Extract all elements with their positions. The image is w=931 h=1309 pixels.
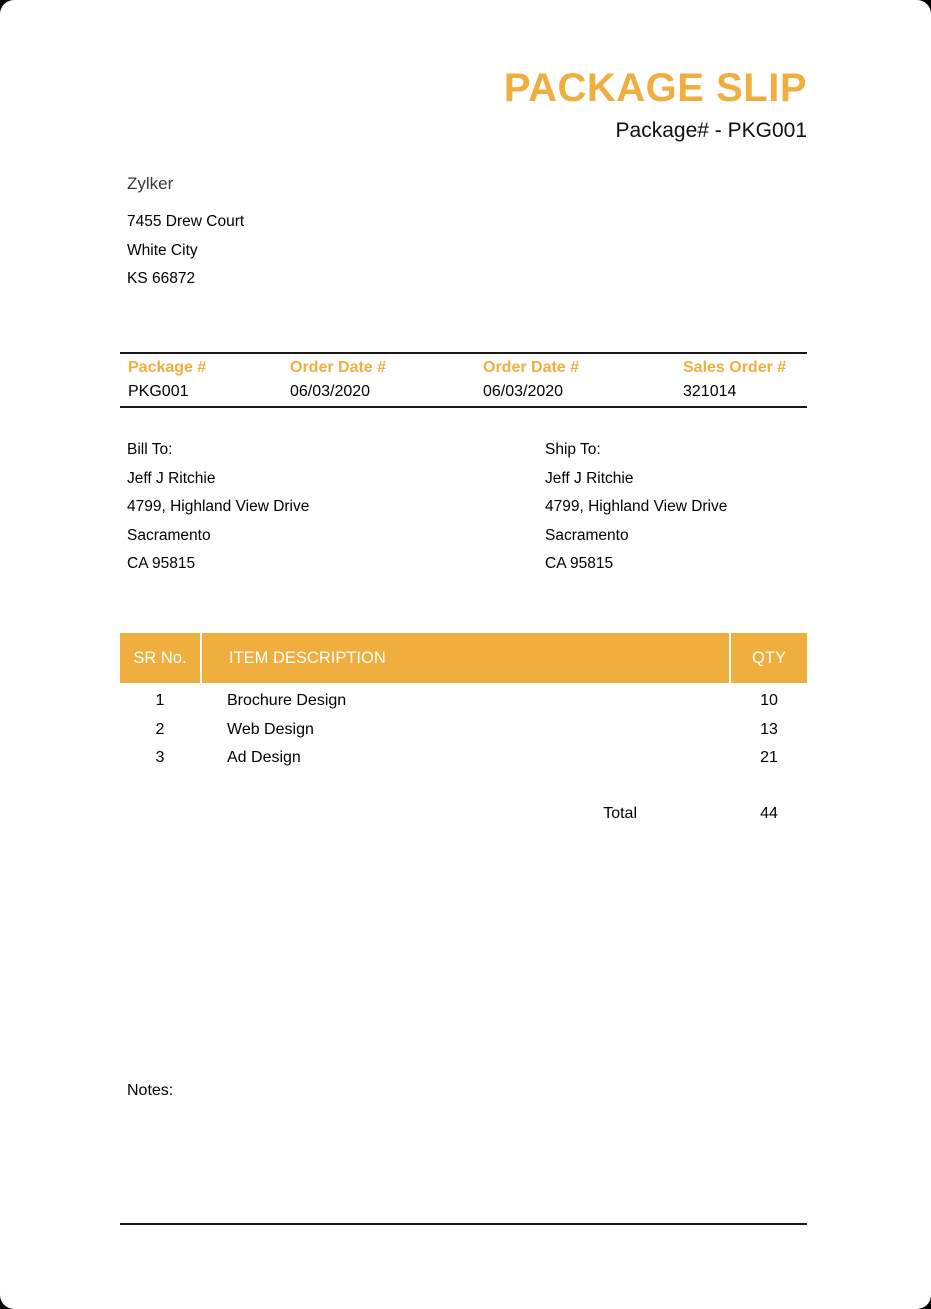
items-header-sr-no: SR No.	[133, 648, 187, 667]
info-label-sales-order: Sales Order #	[683, 359, 787, 376]
items-header-qty: QTY	[752, 648, 786, 667]
bill-to-line: Jeff J Ritchie	[127, 469, 216, 487]
info-value-order-date-2: 06/03/2020	[483, 383, 564, 400]
total-row	[120, 803, 807, 825]
table-row	[120, 744, 807, 773]
ship-to-line: Jeff J Ritchie	[545, 469, 634, 487]
item-sr-no: 2	[155, 720, 165, 738]
bill-to-line: Sacramento	[127, 526, 211, 544]
info-value-package: PKG001	[128, 383, 189, 400]
company-address-block	[127, 174, 244, 294]
ship-to-line: CA 95815	[545, 555, 614, 572]
item-qty: 10	[760, 692, 778, 709]
ship-to-line: Sacramento	[545, 526, 629, 544]
item-description: Ad Design	[227, 749, 301, 767]
bill-to-line: CA 95815	[127, 555, 196, 572]
item-sr-no: 1	[155, 692, 165, 709]
item-qty: 21	[760, 749, 778, 767]
item-description: Brochure Design	[227, 692, 347, 709]
total-label: Total	[603, 805, 637, 822]
items-header-description: ITEM DESCRIPTION	[200, 633, 731, 683]
item-sr-no: 3	[155, 749, 165, 767]
table-row	[120, 716, 807, 745]
company-address-line: KS 66872	[127, 270, 196, 287]
info-label-order-date-2: Order Date #	[483, 359, 580, 376]
item-qty: 13	[760, 720, 778, 738]
items-table-body	[120, 687, 807, 773]
notes-label: Notes:	[127, 1082, 174, 1099]
info-label-package: Package #	[128, 359, 207, 376]
ship-to-line: 4799, Highland View Drive	[545, 498, 728, 515]
footer-divider	[120, 1223, 807, 1225]
info-value-sales-order: 321014	[683, 383, 737, 400]
total-value: 44	[760, 805, 778, 822]
item-description: Web Design	[227, 720, 314, 738]
info-value-order-date-1: 06/03/2020	[290, 383, 371, 400]
ship-to-block	[545, 436, 807, 579]
order-info-header-row	[120, 356, 807, 380]
company-name: Zylker	[127, 174, 174, 193]
bill-to-block	[127, 436, 545, 579]
order-info-table	[120, 352, 807, 408]
document-header	[504, 64, 807, 143]
page-title: PACKAGE SLIP	[503, 66, 807, 110]
company-address-line: White City	[127, 241, 198, 259]
bill-ship-section	[127, 436, 807, 579]
items-table-header	[120, 633, 807, 683]
company-address-line: 7455 Drew Court	[127, 213, 245, 230]
ship-to-label: Ship To:	[545, 441, 601, 458]
info-label-order-date-1: Order Date #	[290, 359, 387, 376]
order-info-value-row	[120, 380, 807, 404]
table-row	[120, 687, 807, 716]
bill-to-line: 4799, Highland View Drive	[127, 498, 310, 515]
package-number-subtitle: Package# - PKG001	[615, 119, 807, 142]
bill-to-label: Bill To:	[127, 441, 173, 458]
